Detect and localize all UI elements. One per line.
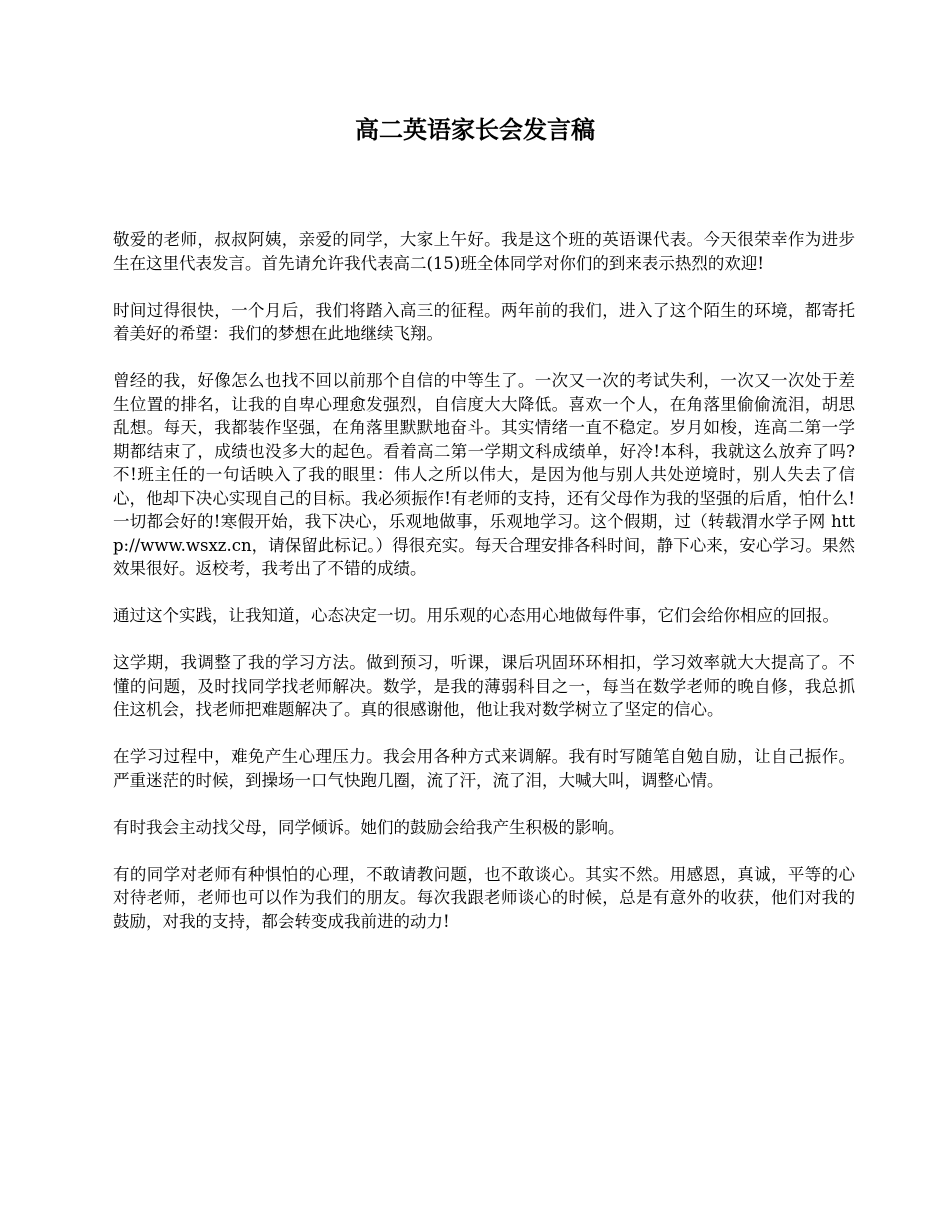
paragraph-pressure: 在学习过程中，难免产生心理压力。我会用各种方式来调解。我有时写随笔自勉自励，让自己振作。严重迷茫的时候，到操场一口气快跑几圈，流了汗，流了泪，大喊大叫，调整心情。 — [113, 747, 855, 790]
paragraph-teachers: 有的同学对老师有种惧怕的心理，不敢请教问题，也不敢谈心。其实不然。用感恩，真诚，平等的心对待老师，老师也可以作为我们的朋友。每次我跟老师谈心的时候，总是有意外的收获，他们对我的鼓励，对我的支持，都会转变成我前进的动力! — [113, 864, 855, 931]
paragraph-method: 这学期，我调整了我的学习方法。做到预习，听课，课后巩固环环相扣，学习效率就大大提高了。不懂的问题，及时找同学找老师解决。数学，是我的薄弱科目之一，每当在数学老师的晚自修，我总抓住这机会，找老师把难题解决了。真的很感谢他，他让我对数学树立了坚定的信心。 — [113, 653, 855, 719]
paragraph-mindset: 通过这个实践，让我知道，心态决定一切。用乐观的心态用心地做每件事，它们会给你相应的回报。 — [113, 606, 839, 625]
document-body — [113, 228, 855, 957]
paragraph-greeting: 敬爱的老师，叔叔阿姨，亲爱的同学，大家上午好。我是这个班的英语课代表。今天很荣幸作为进步生在这里代表发言。首先请允许我代表高二(15)班全体同学对你们的到来表示热烈的欢迎! — [113, 230, 855, 273]
document-title: 高二英语家长会发言稿 — [355, 115, 595, 144]
paragraph-past: 曾经的我，好像怎么也找不回以前那个自信的中等生了。一次又一次的考试失利，一次又一次处于差生位置的排名，让我的自卑心理愈发强烈，自信度大大降低。喜欢一个人，在角落里偷偷流泪，胡思乱想。每天，我都装作坚强，在角落里默默地奋斗。其实情绪一直不稳定。岁月如梭，连高二第一学期都结束了，成绩也没多大的起色。看着高二第一学期文科成绩单，好冷!本科，我就这么放弃了吗?不!班主任的一句话映入了我的眼里：伟人之所以伟大，是因为他与别人共处逆境时，别人失去了信心，他却下决心实现自己的目标。我必须振作!有老师的支持，还有父母作为我的坚强的后盾，怕什么!一切都会好的!寒假开始，我下决心，乐观地做事，乐观地学习。这个假期，过（转载渭水学子网 http://www.wsxz.cn，请保留此标记。）得很充实。每天合理安排各科时间，静下心来，安心学习。果然效果很好。返校考，我考出了不错的成绩。 — [113, 371, 855, 578]
paragraph-time: 时间过得很快，一个月后，我们将踏入高三的征程。两年前的我们，进入了这个陌生的环境，都寄托着美好的希望：我们的梦想在此地继续飞翔。 — [113, 300, 855, 343]
paragraph-parents: 有时我会主动找父母，同学倾诉。她们的鼓励会给我产生积极的影响。 — [113, 817, 625, 837]
